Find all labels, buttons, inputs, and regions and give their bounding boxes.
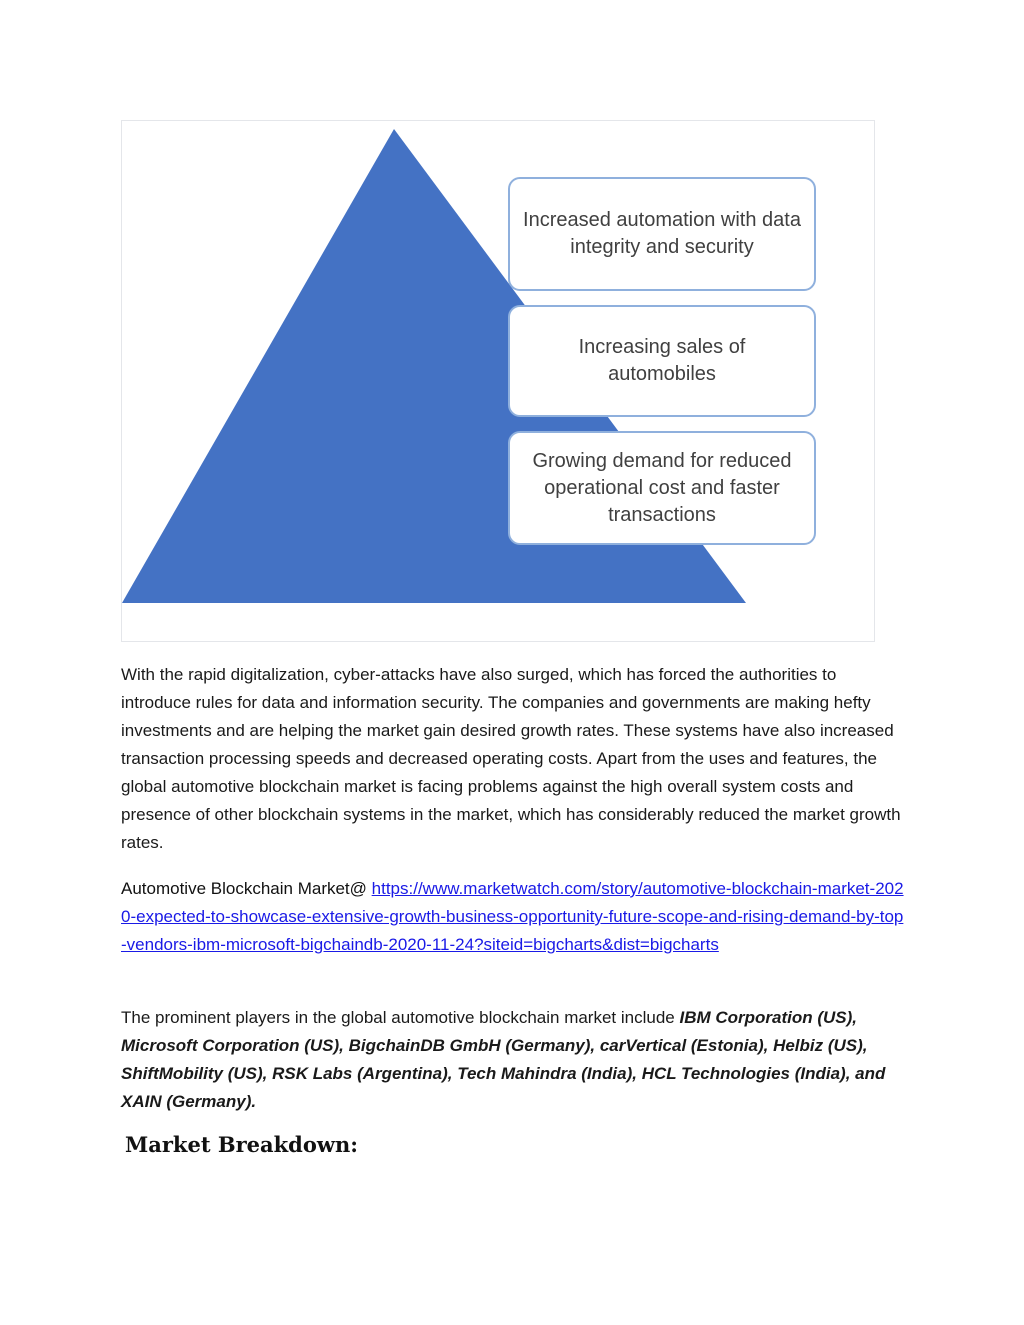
- source-link-label: Automotive Blockchain Market@: [121, 879, 372, 898]
- players-paragraph: [121, 1004, 907, 1116]
- driver-box-operational-cost: [508, 431, 816, 545]
- driver-box-automation: [508, 177, 816, 291]
- source-link[interactable]: https://www.marketwatch.com/story/automotive-blockchain-market-2020-expected-to-showcase-extensive-growth-business-opportunity-future-scope-and-rising-demand-by-top-vendors-ibm-microsoft-bigchaindb-2020-11-24?siteid=bigcharts&dist=bigcharts: [121, 879, 904, 954]
- driver-box-sales: [508, 305, 816, 417]
- driver-box-operational-cost-label: Growing demand for reduced operational cost and faster transactions: [532, 449, 792, 526]
- players-list: IBM Corporation (US), Microsoft Corporation (US), BigchainDB GmbH (Germany), carVertical (Estonia), Helbiz (US), ShiftMobility (US), RSK Labs (Argentina), Tech Mahindra (India), HCL Technologies (India), and XAIN (Germany).: [121, 1008, 886, 1111]
- players-intro: The prominent players in the global automotive blockchain market include: [121, 1008, 680, 1027]
- market-breakdown-heading: Market Breakdown:: [125, 1132, 358, 1157]
- driver-box-automation-label: Increased automation with data integrity and security: [523, 209, 801, 258]
- source-link-line: [121, 875, 907, 959]
- market-drivers-figure: [121, 120, 875, 642]
- intro-paragraph: With the rapid digitalization, cyber-attacks have also surged, which has forced the authorities to introduce rules for data and information security. The companies and governments are making hefty investments and are helping the market gain desired growth rates. These systems have also increased transaction processing speeds and decreased operating costs. Apart from the uses and features, the global automotive blockchain market is facing problems against the high overall system costs and presence of other blockchain systems in the market, which has considerably reduced the market growth rates.: [121, 665, 901, 852]
- driver-box-sales-label: Increasing sales of automobiles: [578, 336, 746, 385]
